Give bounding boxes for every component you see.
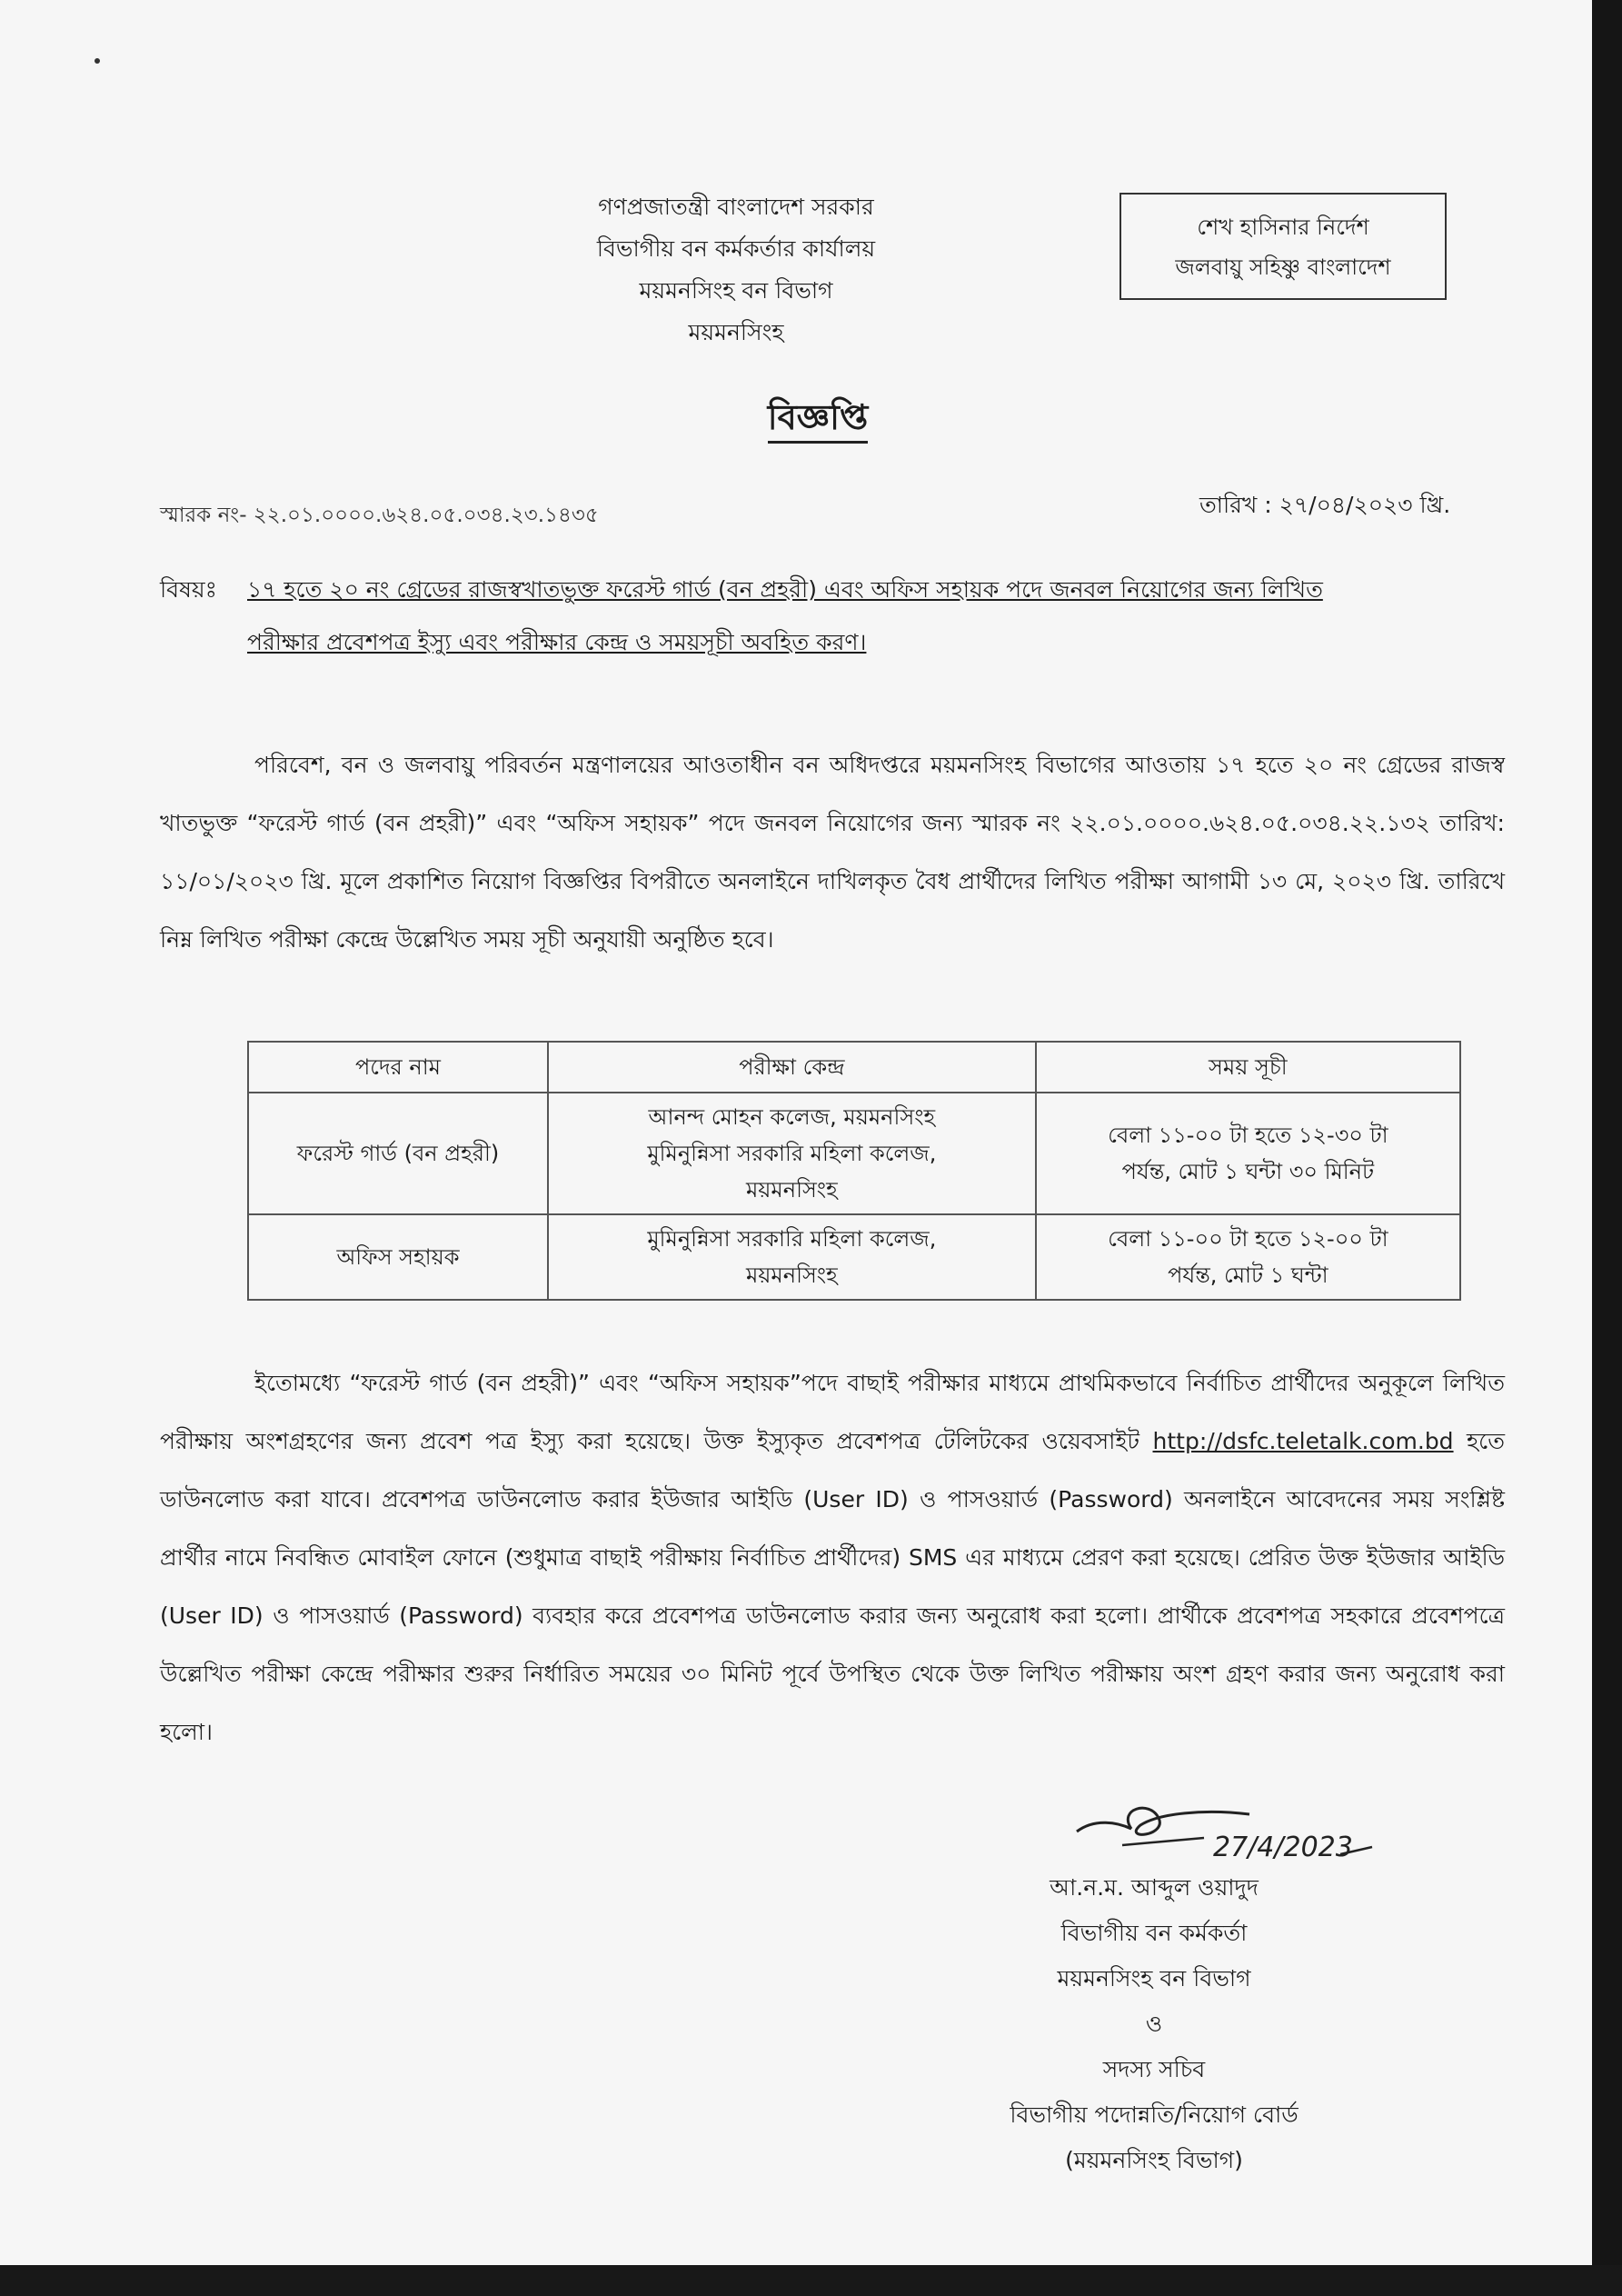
- cell-center: [548, 1093, 1036, 1214]
- time-line: পর্যন্ত, মোট ১ ঘন্টা: [1168, 1263, 1328, 1288]
- notice-title-text: বিজ্ঞপ্তি: [768, 397, 869, 444]
- scan-edge-bottom: [0, 2265, 1622, 2296]
- cell-post: ফরেস্ট গার্ড (বন প্রহরী): [248, 1093, 548, 1214]
- signatory-division: ময়মনসিংহ বন বিভাগ: [1057, 1965, 1251, 1992]
- paragraph-2-text-b: হতে ডাউনলোড করা যাবে। প্রবেশপত্র ডাউনলোড করার ইউজার আইডি (User ID) ও পাসওয়ার্ড (Password) অনলাইনে আবেদনের সময় সংশ্লিষ্ট প্রার্থীর নামে নিবন্ধিত মোবাইল ফোনে (শুধুমাত্র বাছাই পরীক্ষায় নির্বাচিত প্রার্থীদের) SMS এর মাধ্যমে প্রেরণ করা হয়েছে। প্রেরিত উক্ত ইউজার আইডি (User ID) ও পাসওয়ার্ড (Password) ব্যবহার করে প্রবেশপত্র ডাউনলোড করার জন্য অনুরোধ করা হলো। প্রার্থীকে প্রবেশপত্র সহকারে প্রবেশপত্রে উল্লেখিত পরীক্ষা কেন্দ্রে পরীক্ষার শুরুর নির্ধারিত সময়ের ৩০ মিনিট পূর্বে উপস্থিত থেকে উক্ত লিখিত পরীক্ষায় অংশ গ্রহণ করার জন্য অনুরোধ করা হলো।: [160, 1428, 1505, 1745]
- signatory-board: বিভাগীয় পদোন্নতি/নিয়োগ বোর্ড: [1010, 2101, 1299, 2128]
- center-line: মুমিনুন্নিসা সরকারি মহিলা কলেজ,: [647, 1226, 937, 1252]
- time-line: বেলা ১১-০০ টা হতে ১২-০০ টা: [1108, 1226, 1388, 1252]
- signature-date: 27/4/2023: [1213, 1832, 1353, 1863]
- signatory-board-division: (ময়মনসিংহ বিভাগ): [1065, 2147, 1243, 2173]
- scan-edge-right: [1592, 0, 1622, 2296]
- cell-center: [548, 1214, 1036, 1300]
- slogan-line-1: শেখ হাসিনার নির্দেশ: [1197, 215, 1369, 240]
- handwritten-signature: [1068, 1782, 1395, 1872]
- header-line-city: ময়মনসিংহ: [688, 319, 784, 345]
- scan-speck: [95, 58, 100, 64]
- header-center: পরীক্ষা কেন্দ্র: [548, 1042, 1036, 1093]
- teletalk-website-link[interactable]: http://dsfc.teletalk.com.bd: [1152, 1428, 1454, 1454]
- table-header-row: [248, 1042, 1460, 1093]
- header-post: পদের নাম: [248, 1042, 548, 1093]
- signatory-role: সদস্য সচিব: [1102, 2056, 1206, 2082]
- notice-title: [727, 391, 909, 449]
- cell-time: [1036, 1214, 1460, 1300]
- paragraph-2-text-a: ইতোমধ্যে “ফরেস্ট গার্ড (বন প্রহরী)” এবং “অফিস সহায়ক”পদে বাছাই পরীক্ষার মাধ্যমে প্রাথমিকভাবে নির্বাচিত প্রার্থীদের অনুকূলে লিখিত পরীক্ষায় অংশগ্রহণের জন্য প্রবেশ পত্র ইস্যু করা হয়েছে। উক্ত ইস্যুকৃত প্রবেশপত্র টেলিটকের ওয়েবসাইট: [160, 1370, 1505, 1454]
- table-row: [248, 1214, 1460, 1300]
- cell-post: অফিস সহায়ক: [248, 1214, 548, 1300]
- signatory-conjunction: ও: [1145, 2011, 1163, 2037]
- time-line: বেলা ১১-০০ টা হতে ১২-৩০ টা: [1108, 1123, 1388, 1148]
- header-line-office: বিভাগীয় বন কর্মকর্তার কার্যালয়: [596, 235, 876, 262]
- table-row: [248, 1093, 1460, 1214]
- time-line: পর্যন্ত, মোট ১ ঘন্টা ৩০ মিনিট: [1121, 1159, 1375, 1184]
- body-paragraph-2: [160, 1354, 1505, 1762]
- center-line: ময়মনসিংহ: [745, 1263, 838, 1288]
- notice-date: তারিখ : ২৭/০৪/২০২৩ খ্রি.: [1199, 492, 1451, 518]
- memo-number: স্মারক নং- ২২.০১.০০০০.৬২৪.০৫.০৩৪.২৩.১৪৩৫: [160, 504, 599, 527]
- body-paragraph-1: পরিবেশ, বন ও জলবায়ু পরিবর্তন মন্ত্রণালয়ের আওতাধীন বন অধিদপ্তরে ময়মনসিংহ বিভাগের আওতায় ১৭ হতে ২০ নং গ্রেডের রাজস্ব খাতভুক্ত “ফরেস্ট গার্ড (বন প্রহরী)” এবং “অফিস সহায়ক” পদে জনবল নিয়োগের জন্য স্মারক নং ২২.০১.০০০০.৬২৪.০৫.০৩৪.২২.১৩২ তারিখ: ১১/০১/২০২৩ খ্রি. মূলে প্রকাশিত নিয়োগ বিজ্ঞপ্তির বিপরীতে অনলাইনে দাখিলকৃত বৈধ প্রার্থীদের লিখিত পরীক্ষা আগামী ১৩ মে, ২০২৩ খ্রি. তারিখে নিম্ন লিখিত পরীক্ষা কেন্দ্রে উল্লেখিত সময় সূচী অনুযায়ী অনুষ্ঠিত হবে।: [160, 752, 1505, 953]
- office-header: [563, 186, 909, 354]
- header-line-govt: গণপ্রজাতন্ত্রী বাংলাদেশ সরকার: [598, 194, 874, 220]
- slogan-box: [1119, 193, 1447, 300]
- center-line: আনন্দ মোহন কলেজ, ময়মনসিংহ: [648, 1104, 936, 1130]
- slogan-line-2: জলবায়ু সহিষ্ণু বাংলাদেশ: [1175, 255, 1391, 280]
- subject-label: বিষয়ঃ: [160, 576, 217, 603]
- center-line: ময়মনসিংহ: [745, 1177, 838, 1203]
- subject-line-2: পরীক্ষার প্রবেশপত্র ইস্যু এবং পরীক্ষার কেন্দ্র ও সময়সূচী অবহিত করণ।: [247, 629, 867, 655]
- signatory-designation: বিভাগীয় বন কর্মকর্তা: [1060, 1920, 1248, 1946]
- cell-time: [1036, 1093, 1460, 1214]
- subject-block: [160, 564, 1505, 669]
- signatory-name: আ.ন.ম. আব্দুল ওয়াদুদ: [1050, 1874, 1259, 1901]
- signature-block: [990, 1865, 1318, 2183]
- center-line: মুমিনুন্নিসা সরকারি মহিলা কলেজ,: [647, 1141, 937, 1166]
- header-line-division: ময়মনসিংহ বন বিভাগ: [639, 277, 833, 304]
- header-time: সময় সূচী: [1036, 1042, 1460, 1093]
- exam-schedule-table: [247, 1041, 1461, 1301]
- subject-line-1: ১৭ হতে ২০ নং গ্রেডের রাজস্বখাতভুক্ত ফরেস্ট গার্ড (বন প্রহরী) এবং অফিস সহায়ক পদে জনবল নিয়োগের জন্য লিখিত: [247, 576, 1323, 603]
